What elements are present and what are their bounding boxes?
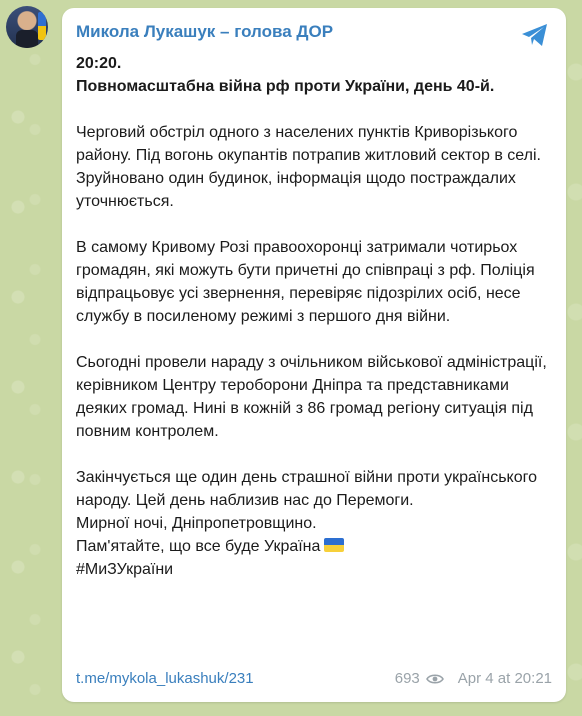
avatar-figure xyxy=(16,30,38,48)
post-link[interactable]: t.me/mykola_lukashuk/231 xyxy=(76,670,254,687)
ukraine-flag-emoji xyxy=(324,538,344,552)
post-closing-3: Пам'ятайте, що все буде Україна xyxy=(76,538,321,555)
channel-name[interactable]: Микола Лукашук – голова ДОР xyxy=(76,22,334,41)
post-paragraph-1: Черговий обстріл одного з населених пунктів Криворізького району. Під вогонь окупантів потрапив житловий сектор в селі. Зруйновано один будинок, інформація щодо постраждалих уточнюється. xyxy=(76,124,541,210)
post-closing-2: Мирної ночі, Дніпропетровщино. xyxy=(76,515,317,532)
post-hashtag[interactable]: #МиЗУкраїни xyxy=(76,561,174,578)
message-footer xyxy=(76,670,552,692)
post-paragraph-3: Сьогодні провели нараду з очільником військової адміністрації, керівником Центру тероборони Дніпра та представниками деяких громад. Нині в кожній з 86 громад регіону ситуація під повним контролем. xyxy=(76,354,547,440)
view-count: 693 xyxy=(394,670,420,687)
message-body xyxy=(76,52,554,581)
message-card xyxy=(62,8,566,702)
post-meta xyxy=(395,670,552,687)
avatar-flag xyxy=(38,12,46,40)
telegram-share-icon[interactable] xyxy=(520,22,550,48)
post-closing-3-wrap xyxy=(76,535,554,558)
post-time: 20:20. xyxy=(76,55,122,72)
post-closing-1: Закінчується ще один день страшної війни проти українського народу. Цей день наблизив нас до Перемоги. xyxy=(76,469,537,509)
post-paragraph-2: В самому Кривому Розі правоохоронці затримали чотирьох громадян, які можуть бути причетні до співпраці з рф. Поліція відпрацьовує усі звернення, перевіряє підозрілих осіб, несе службу в посиленому режимі з першого дня війни. xyxy=(76,239,535,325)
eye-icon xyxy=(426,673,444,685)
channel-avatar[interactable] xyxy=(6,6,48,48)
post-date: Apr 4 at 20:21 xyxy=(457,670,552,687)
post-headline: Повномасштабна війна рф проти України, день 40-й. xyxy=(76,78,495,95)
